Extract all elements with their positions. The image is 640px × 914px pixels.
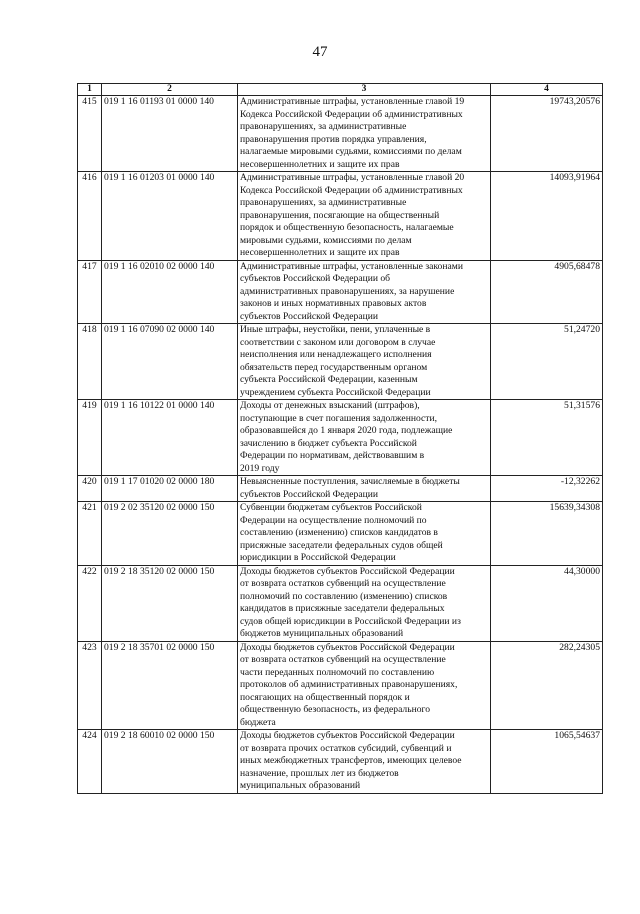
description-line: Административные штрафы, установленные законами bbox=[240, 260, 463, 272]
table-body bbox=[78, 96, 603, 794]
description-line: Административные штрафы, установленные главой 20 bbox=[240, 172, 465, 183]
row-number: 421 bbox=[78, 502, 102, 566]
description-line: Доходы от денежных взысканий (штрафов), bbox=[240, 400, 420, 411]
description-line: несовершеннолетних и защите их прав bbox=[240, 158, 400, 170]
description-line: учреждением субъекта Российской Федерации bbox=[240, 386, 431, 398]
description-line: составлению (изменению) списков кандидатов в bbox=[240, 527, 438, 538]
amount-value: 51,31576 bbox=[491, 400, 603, 476]
description-line: законов и иных нормативных правовых актов bbox=[240, 298, 427, 309]
page-number: 47 bbox=[312, 44, 328, 60]
budget-code: 019 1 16 01193 01 0000 140 bbox=[102, 96, 238, 172]
table-row bbox=[78, 476, 603, 502]
budget-code: 019 1 16 07090 02 0000 140 bbox=[102, 324, 238, 400]
description-line: от возврата остатков субвенций на осуществление bbox=[240, 654, 446, 665]
budget-code: 019 1 16 02010 02 0000 140 bbox=[102, 260, 238, 324]
description-line: обязательств перед государственным органом bbox=[240, 361, 428, 373]
table-row bbox=[78, 502, 603, 566]
budget-code: 019 2 18 35120 02 0000 150 bbox=[102, 565, 238, 641]
budget-code: 019 1 17 01020 02 0000 180 bbox=[102, 476, 238, 502]
revenue-table bbox=[77, 83, 603, 794]
revenue-description bbox=[238, 502, 491, 566]
budget-code: 019 2 18 60010 02 0000 150 bbox=[102, 730, 238, 794]
description-line: правонарушениях, за административные bbox=[240, 121, 407, 132]
description-line: поступающие в счет погашения задолженности, bbox=[240, 412, 437, 424]
revenue-description bbox=[238, 400, 491, 476]
table-row bbox=[78, 172, 603, 261]
description-line: от возврата прочих остатков субсидий, субвенций и bbox=[240, 742, 452, 754]
description-line: зачислению в бюджет субъекта Российской bbox=[240, 437, 417, 449]
budget-code: 019 2 02 35120 02 0000 150 bbox=[102, 502, 238, 566]
table-row bbox=[78, 260, 603, 324]
description-line: налагаемые мировыми судьями, комиссиями по делам bbox=[240, 146, 462, 157]
description-line: бюджетов муниципальных образований bbox=[240, 628, 404, 639]
description-line: бюджета bbox=[240, 716, 276, 728]
row-number: 419 bbox=[78, 400, 102, 476]
description-line: Иные штрафы, неустойки, пени, уплаченные в bbox=[240, 324, 431, 335]
description-line: назначение, прошлых лет из бюджетов bbox=[240, 767, 399, 779]
amount-value: 282,24305 bbox=[491, 641, 603, 730]
description-line: образовавшейся до 1 января 2020 года, подлежащие bbox=[240, 425, 453, 436]
description-line: правонарушениях, за административные bbox=[240, 197, 407, 208]
header-col-2: 2 bbox=[102, 84, 238, 96]
amount-value: 1065,54637 bbox=[491, 730, 603, 794]
description-line: протоколов об административных правонарушениях, bbox=[240, 679, 458, 690]
header-col-4: 4 bbox=[491, 84, 603, 96]
revenue-description bbox=[238, 260, 491, 324]
description-line: полномочий по составлению (изменению) списков bbox=[240, 590, 448, 602]
amount-value: 51,24720 bbox=[491, 324, 603, 400]
description-line: порядок и общественную безопасность, налагаемые bbox=[240, 222, 454, 233]
row-number: 424 bbox=[78, 730, 102, 794]
description-line: судов общей юрисдикции в Российской Федерации из bbox=[240, 615, 461, 627]
revenue-description bbox=[238, 96, 491, 172]
revenue-description bbox=[238, 476, 491, 502]
row-number: 422 bbox=[78, 565, 102, 641]
description-line: общественную безопасность, из федерального bbox=[240, 704, 431, 715]
description-line: мировыми судьями, комиссиями по делам bbox=[240, 234, 412, 246]
row-number: 416 bbox=[78, 172, 102, 261]
revenue-description bbox=[238, 641, 491, 730]
table-row bbox=[78, 324, 603, 400]
description-line: правонарушения против порядка управления, bbox=[240, 133, 427, 145]
description-line: административных правонарушениях, за нарушение bbox=[240, 285, 455, 297]
revenue-description bbox=[238, 172, 491, 261]
revenue-description bbox=[238, 565, 491, 641]
description-line: соответствии с законом или договором в случае bbox=[240, 336, 436, 348]
budget-code: 019 1 16 10122 01 0000 140 bbox=[102, 400, 238, 476]
description-line: иных межбюджетных трансфертов, имеющих целевое bbox=[240, 755, 462, 766]
amount-value: 14093,91964 bbox=[491, 172, 603, 261]
description-line: Кодекса Российской Федерации об административных bbox=[240, 184, 463, 196]
table-row bbox=[78, 565, 603, 641]
description-line: от возврата остатков субвенций на осуществление bbox=[240, 578, 446, 589]
description-line: Доходы бюджетов субъектов Российской Федерации bbox=[240, 565, 455, 577]
description-line: юрисдикции в Российской Федерации bbox=[240, 552, 396, 563]
amount-value: 19743,20576 bbox=[491, 96, 603, 172]
table-row bbox=[78, 400, 603, 476]
amount-value: 15639,34308 bbox=[491, 502, 603, 566]
description-line: субъектов Российской Федерации bbox=[240, 488, 378, 500]
description-line: Административные штрафы, установленные главой 19 bbox=[240, 96, 465, 107]
row-number: 417 bbox=[78, 260, 102, 324]
row-number: 423 bbox=[78, 641, 102, 730]
table-row bbox=[78, 730, 603, 794]
revenue-description bbox=[238, 730, 491, 794]
description-line: Субвенции бюджетам субъектов Российской bbox=[240, 502, 422, 513]
header-col-3: 3 bbox=[238, 84, 491, 96]
description-line: правонарушения, посягающие на общественный bbox=[240, 209, 440, 221]
description-line: субъектов Российской Федерации об bbox=[240, 273, 391, 284]
description-line: субъектов Российской Федерации bbox=[240, 310, 378, 322]
table-header-row bbox=[78, 84, 603, 96]
table-row bbox=[78, 96, 603, 172]
description-line: 2019 году bbox=[240, 462, 280, 474]
budget-code: 019 1 16 01203 01 0000 140 bbox=[102, 172, 238, 261]
description-line: части переданных полномочий по составлению bbox=[240, 666, 435, 678]
amount-value: -12,32262 bbox=[491, 476, 603, 502]
revenue-description bbox=[238, 324, 491, 400]
description-line: кандидатов в присяжные заседатели федеральных bbox=[240, 603, 445, 614]
amount-value: 4905,68478 bbox=[491, 260, 603, 324]
description-line: субъекта Российской Федерации, казенным bbox=[240, 374, 418, 385]
amount-value: 44,30000 bbox=[491, 565, 603, 641]
description-line: Доходы бюджетов субъектов Российской Федерации bbox=[240, 641, 455, 653]
description-line: Невыясненные поступления, зачисляемые в бюджеты bbox=[240, 476, 460, 487]
row-number: 415 bbox=[78, 96, 102, 172]
budget-code: 019 2 18 35701 02 0000 150 bbox=[102, 641, 238, 730]
description-line: Кодекса Российской Федерации об административных bbox=[240, 108, 463, 120]
description-line: Федерации на осуществление полномочий по bbox=[240, 514, 427, 526]
description-line: присяжные заседатели федеральных судов общей bbox=[240, 539, 443, 551]
header-col-1: 1 bbox=[78, 84, 102, 96]
description-line: Федерации по нормативам, действовавшим в bbox=[240, 450, 425, 461]
description-line: муниципальных образований bbox=[240, 780, 361, 791]
description-line: посягающих на общественный порядок и bbox=[240, 691, 410, 703]
description-line: Доходы бюджетов субъектов Российской Федерации bbox=[240, 730, 455, 741]
row-number: 418 bbox=[78, 324, 102, 400]
table-row bbox=[78, 641, 603, 730]
row-number: 420 bbox=[78, 476, 102, 502]
description-line: неисполнения или ненадлежащего исполнения bbox=[240, 349, 432, 360]
description-line: несовершеннолетних и защите их прав bbox=[240, 247, 400, 258]
